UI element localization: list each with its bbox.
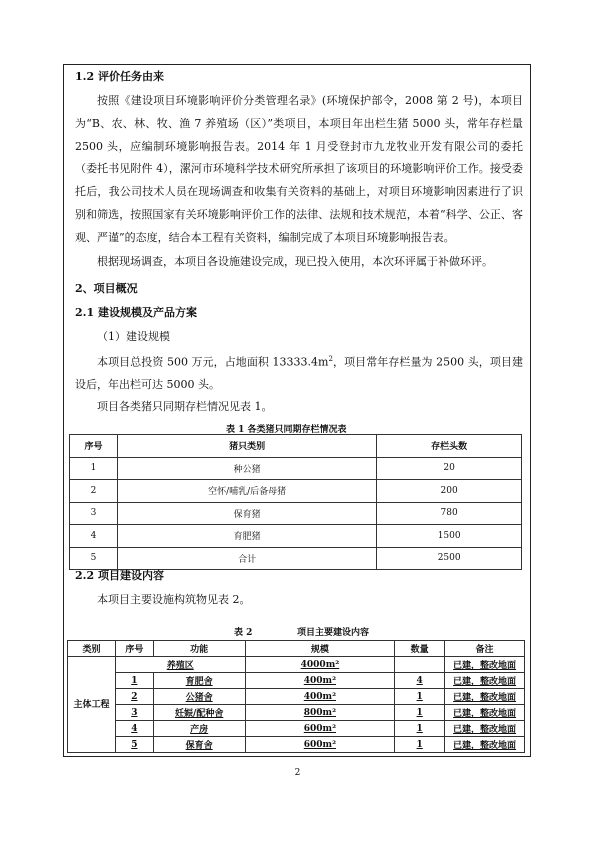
table-cell: 1	[395, 705, 445, 721]
table-row	[70, 457, 522, 480]
table-cell: 保育猪	[117, 502, 376, 525]
table-cell: 400m²	[245, 689, 395, 705]
heading-2-1: 2.1 建设规模及产品方案	[75, 306, 197, 319]
table2-group-note: 已建，整改地面	[445, 657, 525, 673]
table-cell: 400m²	[245, 673, 395, 689]
table-cell: 3	[70, 502, 118, 525]
table1	[69, 434, 522, 570]
table-cell: 已建，整改地面	[445, 737, 525, 753]
table-cell: 种公猪	[117, 457, 376, 480]
table-cell: 4	[395, 673, 445, 689]
table2-group-name: 养殖区	[115, 657, 245, 673]
table-cell: 1500	[377, 525, 522, 548]
heading-2: 2、项目概况	[75, 282, 138, 295]
table-cell: 育肥猪	[117, 525, 376, 548]
table2-header: 规模	[245, 641, 395, 657]
table1-caption: 表 1 各类猪只同期存栏情况表	[226, 425, 347, 435]
table2-group-scale: 4000m²	[245, 657, 395, 673]
table-cell: 600m²	[245, 721, 395, 737]
table-cell: 600m²	[245, 737, 395, 753]
table2-header: 功能	[153, 641, 245, 657]
table-cell: 育肥舍	[153, 673, 245, 689]
table-cell	[395, 657, 445, 673]
table-row	[68, 673, 525, 689]
table-cell: 800m²	[245, 705, 395, 721]
table-row	[70, 525, 522, 548]
table-cell: 1	[395, 721, 445, 737]
table-cell: 1	[395, 689, 445, 705]
table-cell: 2	[115, 689, 153, 705]
table-row	[68, 657, 525, 673]
table-cell: 3	[115, 705, 153, 721]
sub-heading-scale: （1）建设规模	[97, 330, 170, 343]
paragraph-table2-ref: 本项目主要设施构筑物见表 2。	[97, 593, 251, 606]
paragraph-table1-ref: 项目各类猪只同期存栏情况见表 1。	[97, 400, 273, 413]
table-cell: 空怀/哺乳/后备母猪	[117, 480, 376, 503]
table2	[67, 640, 525, 753]
table2-header-row	[68, 641, 525, 657]
table-cell: 4	[115, 721, 153, 737]
paragraph-investment: 本项目总投资 500 万元，占地面积 $13333.4m^2$，项目常年存栏量为 2500 头，项目建设后，年出栏可达 5000 头。	[75, 355, 523, 392]
table2-header: 类别	[68, 641, 116, 657]
table2-caption-title: 项目主要建设内容	[297, 628, 370, 638]
table-row	[68, 689, 525, 705]
table-cell: 4	[70, 525, 118, 548]
table2-category: 主体工程	[68, 657, 116, 753]
table-cell: 2	[70, 480, 118, 503]
table-cell: 5	[115, 737, 153, 753]
table-row	[68, 737, 525, 753]
table-cell: 合计	[117, 547, 376, 570]
table-cell: 已建，整改地面	[445, 721, 525, 737]
table1-header: 猪只类别	[117, 435, 376, 458]
table-cell: 200	[377, 480, 522, 503]
table-cell: 已建，整改地面	[445, 689, 525, 705]
heading-2-2: 2.2 项目建设内容	[75, 569, 164, 582]
table2-header: 序号	[115, 641, 153, 657]
table-cell: 产房	[153, 721, 245, 737]
table1-header: 序号	[70, 435, 118, 458]
table-cell: 5	[70, 547, 118, 570]
paragraph-task-origin: 按照《建设项目环境影响评价分类管理名录》(环境保护部令，2008 第 2 号)，本项目为“B、农、林、牧、渔 7 养殖场（区）”类项目，本项目年出栏生猪 5000 头，常年存栏量 2500 头，应编制环境影响报告表。2014 年 1 月受登封市九龙牧业开发有限公司的委托（委托书见附件 4），漯河市环境科学技术研究所承担了该项目的环境影响评价工作。接受委托后，我公司技术人员在现场调查和收集有关资料的基础上，对项目环境影响因素进行了识别和筛选，按照国家有关环境影响评价工作的法律、法规和技术规范，本着“科学、公正、客观、严谨”的态度，结合本工程有关资料，编制完成了本项目环境影响报告表。	[75, 94, 523, 244]
table2-header: 备注	[445, 641, 525, 657]
table2-header: 数量	[395, 641, 445, 657]
page-number: 2	[294, 768, 301, 778]
heading-1-2: 1.2 评价任务由来	[75, 70, 164, 83]
table1-header: 存栏头数	[377, 435, 522, 458]
table-cell: 20	[377, 457, 522, 480]
table-row	[68, 705, 525, 721]
table-cell: 妊娠/配种舍	[153, 705, 245, 721]
table-cell: 2500	[377, 547, 522, 570]
table-row	[68, 721, 525, 737]
table1-header-row	[70, 435, 522, 458]
table2-caption-number: 表 2	[234, 628, 253, 638]
table-row	[70, 480, 522, 503]
table-cell: 1	[115, 673, 153, 689]
table-row	[70, 502, 522, 525]
table-cell: 已建，整改地面	[445, 673, 525, 689]
table-cell: 1	[70, 457, 118, 480]
table-cell: 1	[395, 737, 445, 753]
table-cell: 已建，整改地面	[445, 705, 525, 721]
table-cell: 保育舍	[153, 737, 245, 753]
paragraph-field-survey: 根据现场调查，本项目各设施建设完成，现已投入使用，本次环评属于补做环评。	[97, 255, 493, 268]
table-cell: 公猪舍	[153, 689, 245, 705]
table-cell: 780	[377, 502, 522, 525]
